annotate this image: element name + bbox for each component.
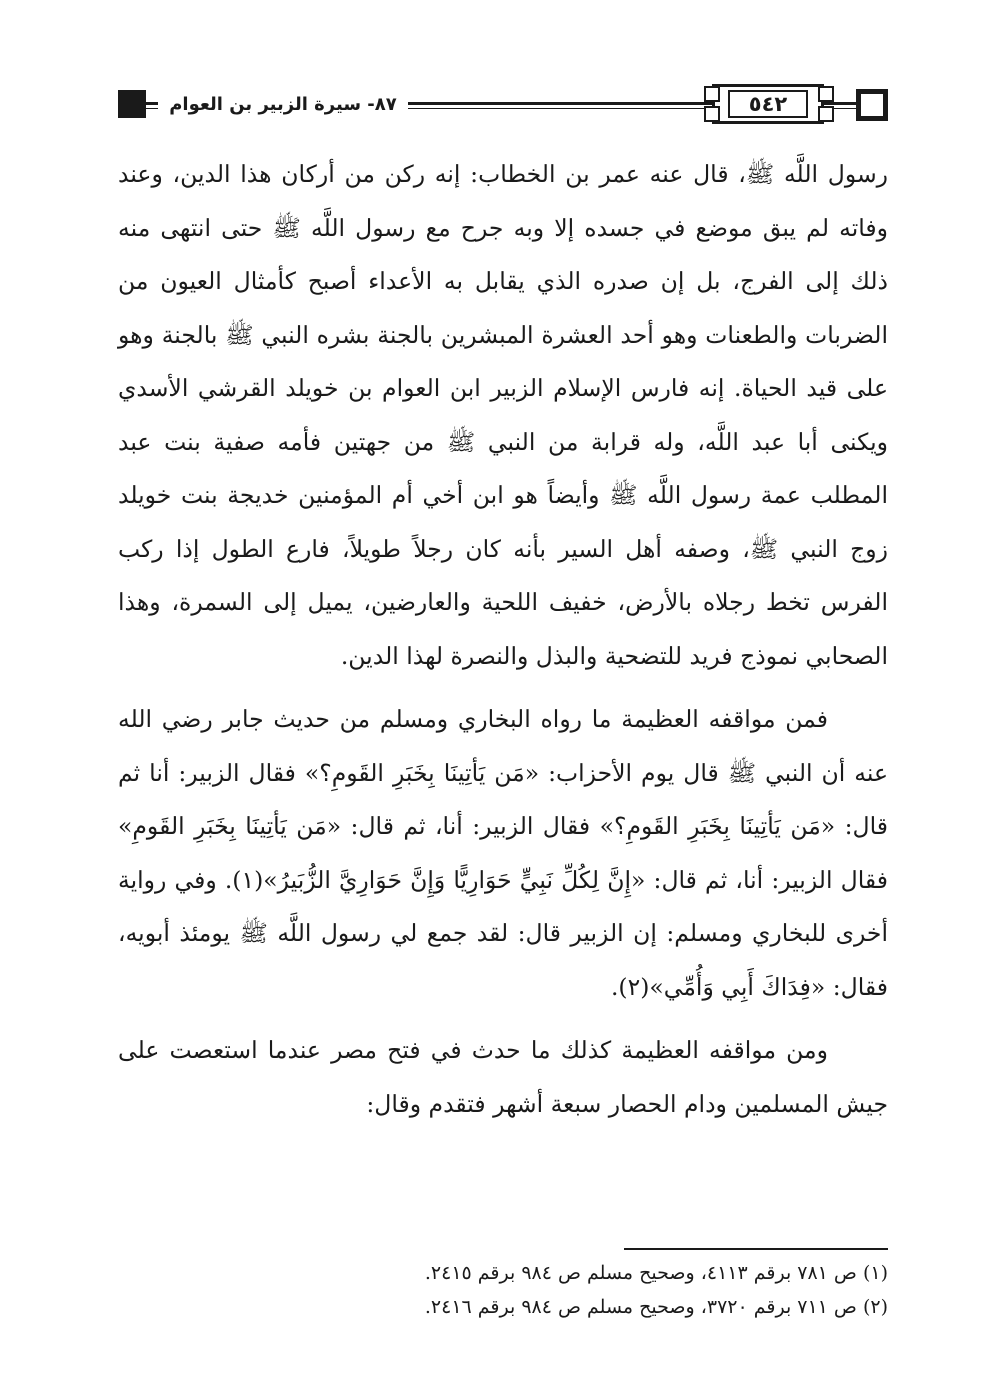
header-right-square-ornament [856,89,888,121]
frame-ornament-icon [704,86,720,102]
running-title: ٨٧- سيرة الزبير بن العوام [158,88,408,120]
header-left-square-ornament [118,90,146,118]
main-text [118,148,888,1131]
paragraph: رسول اللَّه ﷺ، قال عنه عمر بن الخطاب: إنه ركن من أركان هذا الدين، وعند وفاته لم يبق موضع في جسده إلا وبه جرح مع رسول اللَّه ﷺ حتى انتهى منه ذلك إلى الفرج، بل إن صدره الذي يقابل به الأعداء أصبح كأمثال العيون من الضربات والطعنات وهو أحد العشرة المبشرين بالجنة بشره النبي ﷺ بالجنة وهو على قيد الحياة. إنه فارس الإسلام الزبير ابن العوام بن خويلد القرشي الأسدي ويكنى أبا عبد اللَّه، وله قرابة من النبي ﷺ من جهتين فأمه صفية بنت عبد المطلب عمة رسول اللَّه ﷺ وأيضاً هو ابن أخي أم المؤمنين خديجة بنت خويلد زوج النبي ﷺ، وصفه أهل السير بأنه كان رجلاً طويلاً، فارع الطول إذا ركب الفرس تخط رجلاه بالأرض، خفيف اللحية والعارضين، يميل إلى السمرة، وهذا الصحابي نموذج فريد للتضحية والبذل والنصرة لهذا الدين. [118,160,888,670]
footnote: (١) ص ٧٨١ برقم ٤١١٣، وصحيح مسلم ص ٩٨٤ برقم ٢٤١٥. [424,1262,888,1284]
frame-ornament-icon [704,106,720,122]
page-header [0,0,1004,150]
paragraph: ومن مواقفه العظيمة كذلك ما حدث في فتح مصر عندما استعصت على جيش المسلمين ودام الحصار سبعة أشهر فتقدم وقال: [118,1036,888,1118]
frame-ornament-icon [818,86,834,102]
footnote: (٢) ص ٧١١ برقم ٣٧٢٠، وصحيح مسلم ص ٩٨٤ برقم ٢٤١٦. [424,1296,888,1318]
page-number: ٥٤٢ [728,90,808,118]
paragraph: فمن مواقفه العظيمة ما رواه البخاري ومسلم من حديث جابر رضي الله عنه أن النبي ﷺ قال يوم الأحزاب: «مَن يَأتِينَا بِخَبَرِ القَومِ؟» فقال الزبير: أنا ثم قال: «مَن يَأتِينَا بِخَبَرِ القَومِ؟» فقال الزبير: أنا، ثم قال: «مَن يَأتِينَا بِخَبَرِ القَومِ» فقال الزبير: أنا، ثم قال: «إِنَّ لِكُلِّ نَبِيٍّ حَوَارِيًّا وَإِنَّ حَوَارِيَّ الزُّبَيرُ»(١). وفي رواية أخرى للبخاري ومسلم: إن الزبير قال: لقد جمع لي رسول اللَّه ﷺ يومئذ أبويه، فقال: «فِدَاكَ أَبِي وَأُمِّي»(٢). [118,705,888,1001]
footnotes [118,1256,888,1324]
frame-ornament-icon [818,106,834,122]
page-number-frame [712,84,824,124]
footnote-separator [624,1248,888,1250]
